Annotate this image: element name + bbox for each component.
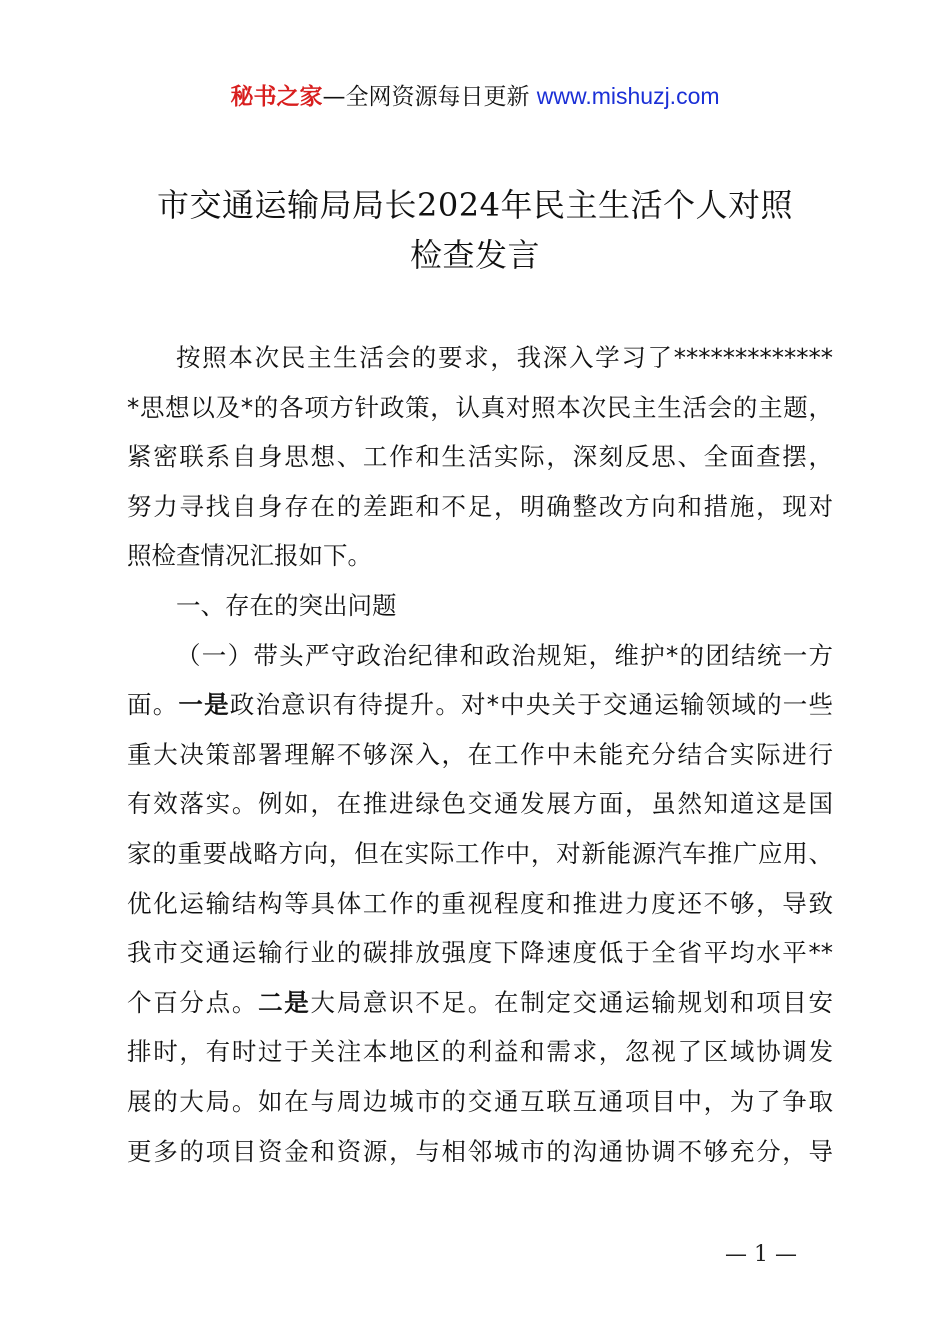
banner-tagline: —全网资源每日更新 — [322, 84, 537, 110]
text-line: 优化运输结构等具体工作的重视程度和推进力度还不够，导致 — [127, 888, 833, 918]
document-title — [100, 180, 850, 280]
text-line: 展的大局。如在与周边城市的交通互联互通项目中，为了争取 — [127, 1086, 833, 1116]
text-run: 政治意识有待提升。对*中央关于交通运输领域的一些 — [229, 690, 834, 720]
title-line-1: 市交通运输局局长2024年民主生活个人对照 — [157, 186, 793, 224]
website-link[interactable]: www.mishuzj.com — [536, 83, 720, 109]
section-heading — [127, 581, 833, 631]
intro-paragraph — [127, 333, 833, 581]
text-run: 大局意识不足。在制定交通运输规划和项目安 — [310, 987, 834, 1017]
text-line — [127, 978, 833, 1028]
document-body — [127, 333, 833, 1176]
text-line: 按照本次民主生活会的要求，我深入学习了************* — [176, 343, 833, 372]
text-line: 有效落实。例如，在推进绿色交通发展方面，虽然知道这是国 — [127, 789, 833, 819]
text-line: 更多的项目资金和资源，与相邻城市的沟通协调不够充分，导 — [127, 1136, 833, 1166]
text-line: 紧密联系自身思想、工作和生活实际，深刻反思、全面查摆， — [127, 442, 833, 472]
section-heading-text: 一、存在的突出问题 — [176, 590, 397, 620]
text-line: 努力寻找自身存在的差距和不足，明确整改方向和措施，现对 — [127, 491, 833, 521]
text-line: （一）带头严守政治纪律和政治规矩，维护*的团结统一方 — [176, 640, 833, 670]
bold-marker: 一是 — [178, 690, 230, 720]
page-number: — 1 — — [725, 1242, 797, 1267]
text-line: 照检查情况汇报如下。 — [127, 541, 372, 571]
site-banner — [0, 80, 950, 113]
text-line: 排时，有时过于关注本地区的利益和需求，忽视了区域协调发 — [127, 1037, 833, 1067]
text-line: 重大决策部署理解不够深入，在工作中未能充分结合实际进行 — [127, 739, 833, 769]
brand-name: 秘书之家 — [230, 84, 323, 110]
text-line: *思想以及*的各项方针政策，认真对照本次民主生活会的主题， — [127, 392, 833, 422]
section-paragraph — [127, 631, 833, 1177]
text-line — [127, 680, 833, 730]
text-line: 家的重要战略方向，但在实际工作中，对新能源汽车推广应用、 — [127, 838, 833, 868]
text-run: 面。 — [127, 690, 179, 720]
text-line: 我市交通运输行业的碳排放强度下降速度低于全省平均水平** — [127, 938, 833, 968]
text-run: 个百分点。 — [127, 987, 259, 1017]
bold-marker: 二是 — [258, 987, 311, 1017]
title-line-2: 检查发言 — [409, 236, 540, 274]
